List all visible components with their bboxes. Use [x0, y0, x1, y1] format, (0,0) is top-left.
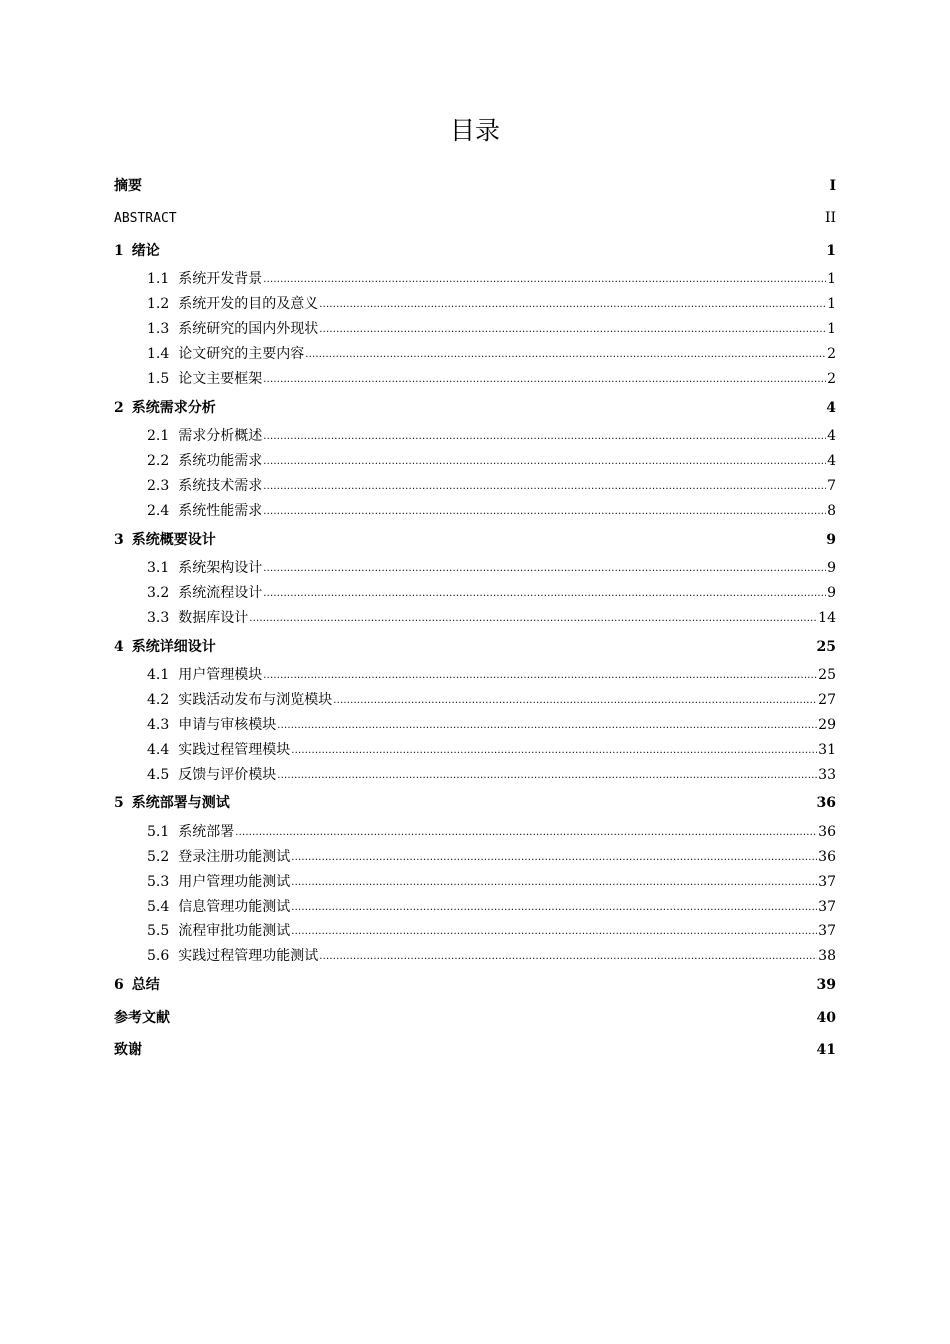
toc-entry-label: 系统研究的国内外现状 — [178, 320, 319, 337]
toc-entry-page-number: 41 — [816, 1042, 836, 1058]
table-of-contents — [114, 170, 836, 1066]
toc-entry-number: 5.5 — [147, 923, 170, 940]
toc-entry-page-number: 9 — [827, 559, 836, 576]
dot-leader — [305, 344, 826, 358]
toc-entry-section[interactable] — [114, 763, 836, 788]
dot-leader — [263, 426, 826, 440]
toc-entry-number: 1 — [114, 242, 124, 259]
toc-entry-chapter[interactable] — [114, 1034, 836, 1066]
toc-entry-page-number: 9 — [827, 584, 836, 601]
toc-entry-number: 3 — [114, 531, 124, 548]
toc-entry-page-number: 33 — [818, 766, 836, 783]
toc-entry-label: 系统性能需求 — [178, 502, 263, 519]
toc-entry-number: 4.4 — [147, 741, 170, 758]
toc-entry-page-number: 37 — [818, 923, 836, 940]
toc-entry-page-number: 1 — [827, 271, 836, 288]
toc-entry-label: 摘要 — [114, 178, 142, 194]
toc-entry-label: 系统开发的目的及意义 — [178, 296, 319, 313]
toc-entry-label: 致谢 — [114, 1042, 142, 1058]
toc-entry-label: 系统架构设计 — [178, 559, 263, 576]
toc-entry-label: 实践过程管理模块 — [178, 741, 291, 758]
toc-entry-number: 5.4 — [147, 898, 170, 915]
toc-entry-label: 用户管理功能测试 — [178, 873, 291, 890]
toc-entry-page-number: 1 — [827, 296, 836, 313]
dot-leader — [217, 637, 816, 651]
toc-entry-page-number: 31 — [818, 741, 836, 758]
dot-leader — [319, 319, 826, 333]
toc-entry-section[interactable] — [114, 606, 836, 631]
toc-entry-number: 2.4 — [147, 502, 170, 519]
toc-entry-section[interactable] — [114, 556, 836, 581]
toc-entry-label: 流程审批功能测试 — [178, 923, 291, 940]
toc-entry-number: 1.4 — [147, 345, 170, 362]
dot-leader — [319, 946, 817, 960]
dot-leader — [231, 793, 816, 807]
dot-leader — [263, 583, 826, 597]
toc-entry-chapter[interactable] — [114, 235, 836, 267]
toc-entry-page-number: II — [824, 210, 836, 227]
toc-entry-label: 实践过程管理功能测试 — [178, 948, 319, 965]
toc-entry-section[interactable] — [114, 449, 836, 474]
toc-entry-chapter[interactable] — [114, 524, 836, 556]
dot-leader — [263, 501, 826, 515]
toc-entry-number: 3.1 — [147, 559, 170, 576]
toc-entry-label: 反馈与评价模块 — [178, 766, 277, 783]
toc-entry-chapter[interactable] — [114, 969, 836, 1001]
toc-entry-label: 论文主要框架 — [178, 370, 263, 387]
toc-entry-page-number: 38 — [818, 948, 836, 965]
toc-entry-number: 4.2 — [147, 691, 170, 708]
dot-leader — [143, 1040, 816, 1054]
toc-entry-number: 5 — [114, 795, 124, 812]
dot-leader — [263, 269, 826, 283]
toc-entry-section[interactable] — [114, 845, 836, 870]
toc-entry-chapter[interactable] — [114, 631, 836, 663]
dot-leader — [263, 476, 826, 490]
dot-leader — [319, 294, 826, 308]
toc-entry-number: 4 — [114, 638, 124, 655]
dot-leader — [277, 765, 817, 779]
toc-entry-label: 参考文献 — [114, 1009, 170, 1026]
toc-entry-chapter[interactable] — [114, 170, 836, 202]
toc-entry-number: 1.2 — [147, 296, 170, 313]
toc-entry-page-number: 37 — [818, 873, 836, 890]
toc-entry-label: 绪论 — [131, 242, 160, 259]
toc-entry-page-number: 39 — [816, 977, 836, 994]
toc-entry-page-number: 1 — [826, 242, 836, 259]
toc-entry-number: 6 — [114, 977, 124, 994]
toc-entry-number: 1.1 — [147, 271, 170, 288]
toc-entry-page-number: 2 — [827, 345, 836, 362]
dot-leader — [263, 451, 826, 465]
dot-leader — [143, 176, 828, 190]
toc-entry-label: 总结 — [131, 977, 160, 994]
toc-entry-label: 需求分析概述 — [178, 428, 263, 445]
toc-entry-label: 论文研究的主要内容 — [178, 345, 305, 362]
dot-leader — [291, 872, 817, 886]
toc-entry-section[interactable] — [114, 919, 836, 944]
dot-leader — [263, 369, 826, 383]
toc-entry-page-number: 4 — [827, 428, 836, 445]
dot-leader — [291, 897, 817, 911]
dot-leader — [277, 715, 817, 729]
dot-leader — [249, 608, 817, 622]
toc-entry-number: 5.2 — [147, 848, 170, 865]
toc-entry-number: 4.3 — [147, 716, 170, 733]
toc-entry-section[interactable] — [114, 499, 836, 524]
toc-entry-section[interactable] — [114, 895, 836, 920]
dot-leader — [217, 530, 826, 544]
toc-entry-number: 2.3 — [147, 477, 170, 494]
toc-entry-number: 5.1 — [147, 823, 170, 840]
toc-entry-section[interactable] — [114, 317, 836, 342]
toc-entry-label: 系统概要设计 — [131, 531, 216, 548]
toc-entry-section[interactable] — [114, 342, 836, 367]
toc-entry-number: 4.1 — [147, 667, 170, 684]
toc-entry-label: 信息管理功能测试 — [178, 898, 291, 915]
toc-entry-number: 3.3 — [147, 609, 170, 626]
toc-entry-page-number: 14 — [818, 609, 836, 626]
toc-entry-label: 登录注册功能测试 — [178, 848, 291, 865]
toc-entry-label: 用户管理模块 — [178, 667, 263, 684]
dot-leader — [333, 690, 817, 704]
toc-entry-number: 1.5 — [147, 370, 170, 387]
toc-entry-page-number: 29 — [818, 716, 836, 733]
toc-entry-number: 3.2 — [147, 584, 170, 601]
toc-entry-page-number: 7 — [827, 477, 836, 494]
toc-entry-label: 数据库设计 — [178, 609, 249, 626]
toc-entry-section[interactable] — [114, 820, 836, 845]
toc-entry-chapter[interactable] — [114, 787, 836, 819]
toc-entry-section[interactable] — [114, 267, 836, 292]
toc-entry-number: 2.1 — [147, 428, 170, 445]
toc-entry-page-number: 40 — [816, 1009, 836, 1026]
toc-entry-section[interactable] — [114, 663, 836, 688]
toc-entry-page-number: 37 — [818, 898, 836, 915]
toc-entry-label: 系统部署 — [178, 823, 235, 840]
dot-leader — [161, 975, 816, 989]
dot-leader — [291, 847, 817, 861]
toc-entry-label: 系统部署与测试 — [131, 795, 230, 812]
dot-leader — [161, 241, 826, 255]
toc-entry-chapter[interactable] — [114, 1002, 836, 1034]
toc-entry-number: 4.5 — [147, 766, 170, 783]
dot-leader — [178, 208, 824, 222]
toc-entry-number: 2.2 — [147, 452, 170, 469]
toc-entry-page-number: 27 — [818, 691, 836, 708]
toc-entry-page-number: 36 — [818, 848, 836, 865]
toc-entry-label: 系统技术需求 — [178, 477, 263, 494]
toc-entry-section[interactable] — [114, 424, 836, 449]
toc-entry-page-number: I — [829, 178, 836, 194]
toc-entry-page-number: 36 — [818, 823, 836, 840]
toc-entry-chapter[interactable] — [114, 202, 836, 234]
toc-entry-page-number: 4 — [827, 452, 836, 469]
dot-leader — [217, 398, 826, 412]
toc-entry-section[interactable] — [114, 292, 836, 317]
toc-entry-label: ABSTRACT — [114, 211, 177, 227]
dot-leader — [235, 822, 817, 836]
dot-leader — [291, 921, 817, 935]
toc-entry-number: 5.3 — [147, 873, 170, 890]
toc-entry-chapter[interactable] — [114, 392, 836, 424]
toc-entry-section[interactable] — [114, 738, 836, 763]
toc-entry-label: 系统功能需求 — [178, 452, 263, 469]
toc-entry-label: 系统开发背景 — [178, 271, 263, 288]
dot-leader — [263, 665, 817, 679]
toc-entry-number: 1.3 — [147, 320, 170, 337]
toc-entry-section[interactable] — [114, 474, 836, 499]
toc-entry-page-number: 2 — [827, 370, 836, 387]
dot-leader — [291, 740, 817, 754]
page-title: 目录 — [449, 116, 500, 145]
toc-entry-page-number: 25 — [818, 667, 836, 684]
toc-entry-page-number: 25 — [816, 638, 836, 655]
toc-entry-number: 2 — [114, 399, 124, 416]
toc-entry-page-number: 8 — [827, 502, 836, 519]
toc-entry-label: 实践活动发布与浏览模块 — [178, 691, 333, 708]
toc-entry-section[interactable] — [114, 870, 836, 895]
toc-entry-label: 系统流程设计 — [178, 584, 263, 601]
toc-entry-section[interactable] — [114, 713, 836, 738]
toc-entry-page-number: 1 — [827, 320, 836, 337]
toc-entry-section[interactable] — [114, 944, 836, 969]
toc-entry-page-number: 9 — [826, 531, 836, 548]
toc-entry-section[interactable] — [114, 688, 836, 713]
toc-entry-label: 系统详细设计 — [131, 638, 216, 655]
toc-entry-page-number: 36 — [816, 795, 836, 812]
toc-entry-page-number: 4 — [826, 399, 836, 416]
toc-entry-section[interactable] — [114, 581, 836, 606]
toc-entry-label: 系统需求分析 — [131, 399, 216, 416]
toc-entry-label: 申请与审核模块 — [178, 716, 277, 733]
toc-entry-number: 5.6 — [147, 948, 170, 965]
dot-leader — [263, 558, 826, 572]
dot-leader — [171, 1008, 816, 1022]
toc-entry-section[interactable] — [114, 367, 836, 392]
